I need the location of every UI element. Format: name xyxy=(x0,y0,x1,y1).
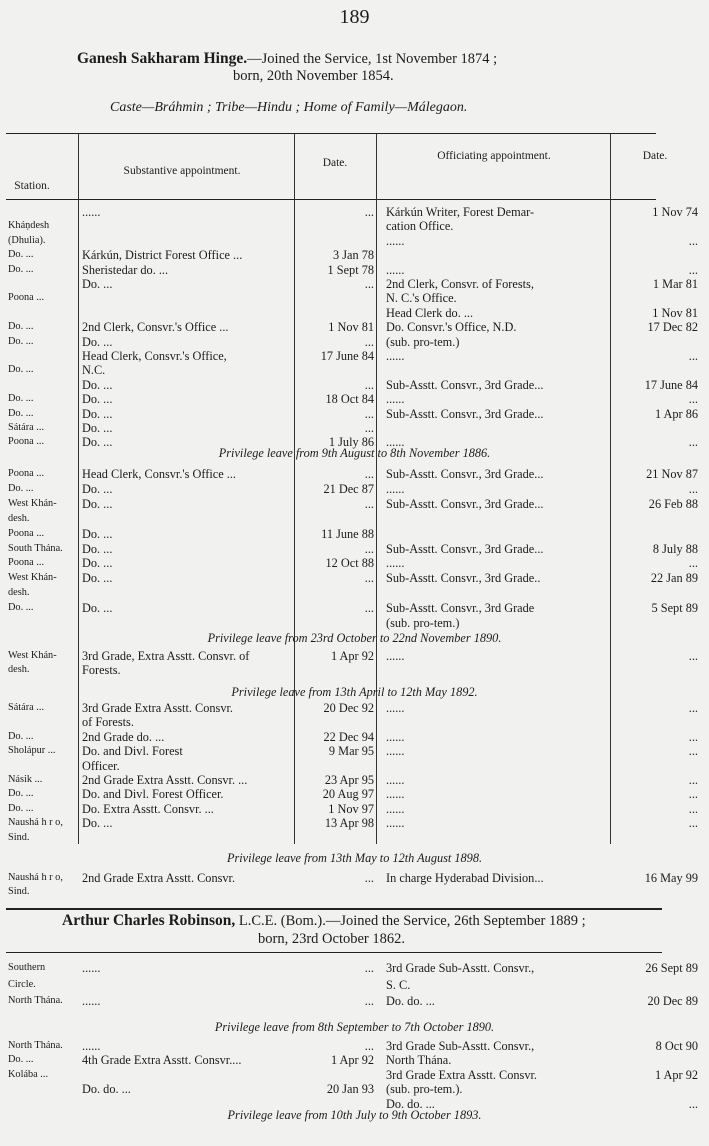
rows2-d1-cell: 21 Dec 87 xyxy=(323,481,374,496)
rows7-d1-cell: 1 Apr 92 xyxy=(330,1053,374,1068)
rows7-sub-cell: 4th Grade Extra Asstt. Consvr.... xyxy=(82,1054,242,1068)
leave-note-5: Privilege leave from 8th September to 7th October 1890. xyxy=(214,1020,495,1034)
rows-sub-cell: ...... xyxy=(82,206,101,219)
rows-d2-cell: 1 Apr 86 xyxy=(654,406,698,421)
rows4-st-cell: Do. ... xyxy=(8,788,34,800)
rows6-d1-cell: ... xyxy=(364,961,374,975)
rows-st-cell: Poona ... xyxy=(8,292,45,304)
rows-sub-cell: Do. ... xyxy=(82,436,113,450)
rows4-off-cell: ...... xyxy=(386,817,405,831)
rows2-d1-cell: 12 Oct 88 xyxy=(325,556,374,571)
rows2-d2-cell: 5 Sept 89 xyxy=(651,601,698,616)
rows-d2-cell: ... xyxy=(688,435,698,450)
rows2-off-cell: Sub-Asstt. Consvr., 3rd Grade... xyxy=(386,542,544,556)
rows4-off-cell: ...... xyxy=(386,802,405,816)
record1-joined: —Joined the Service, 1st November 1874 ; xyxy=(247,51,498,67)
rows-st-cell: Do. ... xyxy=(8,335,34,347)
rows-d1-cell: 1 Nov 81 xyxy=(328,320,374,335)
col-header-station: Station. xyxy=(14,180,50,192)
record1-born: born, 20th November 1854. xyxy=(233,68,394,84)
record2-born: born, 23rd October 1862. xyxy=(258,931,405,947)
rows2-d2-cell: 22 Jan 89 xyxy=(650,571,698,586)
header-top-rule xyxy=(6,133,656,134)
rows-off-cell: N. C.'s Office. xyxy=(386,292,457,306)
rows5-off-cell: In charge Hyderabad Division... xyxy=(386,872,544,885)
rows2-off-cell: ...... xyxy=(386,482,405,496)
rows2-d1-cell: ... xyxy=(364,541,374,556)
rows4-st-cell: Naushá h r o, xyxy=(8,817,63,829)
rows4-d1-cell: 22 Dec 94 xyxy=(323,729,374,744)
rows4-st-cell: Sholápur ... xyxy=(8,745,56,757)
rows4-d2-cell: ... xyxy=(688,729,698,744)
rows4-sub-cell: of Forests. xyxy=(82,716,134,730)
rows4-st-cell: Sind. xyxy=(8,831,30,843)
rows7-sub-cell: Do. do. ... xyxy=(82,1083,131,1097)
rows6-off-cell: Do. do. ... xyxy=(386,995,435,1008)
rows-off-cell: ...... xyxy=(386,350,405,363)
record1-heading xyxy=(77,50,497,68)
rows5-d1-cell: ... xyxy=(364,871,374,885)
rows-off-cell: (sub. pro-tem.) xyxy=(386,335,460,349)
rows7-off-cell: (sub. pro-tem.). xyxy=(386,1083,463,1097)
rows2-sub-cell: Do. ... xyxy=(82,557,113,571)
rows4-off-cell: ...... xyxy=(386,702,405,715)
rows6-st-cell: North Thána. xyxy=(8,995,63,1006)
rows-d2-cell: ... xyxy=(688,233,698,248)
rows7-d2-cell: ... xyxy=(688,1096,698,1111)
rows2-off-cell: ...... xyxy=(386,557,405,571)
rows2-st-cell: desh. xyxy=(8,512,30,524)
page-number: 189 xyxy=(339,6,370,28)
rows-off-cell: ...... xyxy=(386,393,405,407)
rows3-st-cell: desh. xyxy=(8,663,30,675)
rows-st-cell: Kháṇdesh xyxy=(8,220,50,232)
rows2-st-cell: South Thána. xyxy=(8,542,63,554)
rows2-off-cell: Sub-Asstt. Consvr., 3rd Grade... xyxy=(386,497,544,511)
rows6-off-cell: 3rd Grade Sub-Asstt. Consvr., xyxy=(386,962,535,975)
rows2-sub-cell: Head Clerk, Consvr.'s Office ... xyxy=(82,468,236,481)
rows2-off-cell: Sub-Asstt. Consvr., 3rd Grade.. xyxy=(386,572,541,586)
rows7-d1-cell: ... xyxy=(364,1039,374,1053)
rows-d1-cell: ... xyxy=(364,334,374,349)
rows-d1-cell: ... xyxy=(364,377,374,392)
rows2-d1-cell: ... xyxy=(364,467,374,481)
rows2-st-cell: West Khán- xyxy=(8,572,57,584)
rows4-d2-cell: ... xyxy=(688,816,698,831)
rows-st-cell: Sátára ... xyxy=(8,422,45,433)
rows-sub-cell: Kárkún, District Forest Office ... xyxy=(82,249,243,263)
rows6-sub-cell: ...... xyxy=(82,962,101,975)
rows5-st-cell: Naushá h r o, xyxy=(8,872,63,883)
rows7-off-cell: 3rd Grade Sub-Asstt. Consvr., xyxy=(386,1040,535,1053)
rows4-off-cell: ...... xyxy=(386,788,405,802)
rows-d2-cell: ... xyxy=(688,349,698,363)
record-separator xyxy=(6,908,662,910)
rows-sub-cell: Do. ... xyxy=(82,378,113,392)
rows5-sub-cell: 2nd Grade Extra Asstt. Consvr. xyxy=(82,872,236,885)
col-rule-4 xyxy=(610,134,611,844)
rows-d2-cell: 17 June 84 xyxy=(644,377,698,392)
record1-name: Ganesh Sakharam Hinge. xyxy=(77,50,248,67)
rows-d2-cell: 1 Mar 81 xyxy=(652,277,698,291)
rows3-sub-cell: Forests. xyxy=(82,663,121,677)
rows2-d1-cell: 11 June 88 xyxy=(321,526,374,541)
rows4-off-cell: ...... xyxy=(386,745,405,759)
rows7-d1-cell: 20 Jan 93 xyxy=(326,1082,374,1097)
rows-sub-cell: Do. ... xyxy=(82,422,113,435)
rows2-off-cell: Sub-Asstt. Consvr., 3rd Grade... xyxy=(386,468,544,481)
rows-sub-cell: Do. ... xyxy=(82,335,113,349)
leave-note-3: Privilege leave from 13th April to 12th May 1892. xyxy=(231,685,478,699)
rows4-d1-cell: 1 Nov 97 xyxy=(328,801,374,816)
rows4-st-cell: Do. ... xyxy=(8,730,34,742)
rows-sub-cell: Do. ... xyxy=(82,407,113,421)
rows-st-cell: Do. ... xyxy=(8,393,34,405)
rows-d2-cell: ... xyxy=(688,392,698,407)
rows-off-cell: ...... xyxy=(386,234,405,248)
rows7-st-cell: Kolába ... xyxy=(8,1068,49,1080)
rows2-sub-cell: Do. ... xyxy=(82,482,113,496)
rows-off-cell: ...... xyxy=(386,263,405,277)
rows7-off-cell: 3rd Grade Extra Asstt. Consvr. xyxy=(386,1068,537,1082)
col-header-officiating: Officiating appointment. xyxy=(437,150,551,162)
rows4-off-cell: ...... xyxy=(386,730,405,744)
rows2-d2-cell: 8 July 88 xyxy=(652,541,698,556)
rows-d1-cell: ... xyxy=(364,277,374,291)
rows7-d2-cell: 8 Oct 90 xyxy=(655,1039,698,1053)
rows-st-cell: Poona ... xyxy=(8,436,45,448)
rows5-st-cell: Sind. xyxy=(8,885,30,897)
rows4-sub-cell: Officer. xyxy=(82,759,120,773)
rows6-d1-cell: ... xyxy=(364,994,374,1008)
rows4-sub-cell: Do. Extra Asstt. Consvr. ... xyxy=(82,802,214,816)
rows-d1-cell: ... xyxy=(364,205,374,219)
leave-note-1: Privilege leave from 9th August to 8th November 1886. xyxy=(218,446,491,460)
rows2-off-cell: Sub-Asstt. Consvr., 3rd Grade xyxy=(386,602,535,616)
rows-off-cell: Head Clerk do. ... xyxy=(386,306,474,320)
rows2-d2-cell: ... xyxy=(688,481,698,496)
rows-st-cell: Do. ... xyxy=(8,364,34,376)
leave-note-4: Privilege leave from 13th May to 12th August 1898. xyxy=(226,851,483,865)
header-bottom-rule xyxy=(6,199,656,200)
rows4-d1-cell: 9 Mar 95 xyxy=(328,744,374,759)
record2-name: Arthur Charles Robinson, xyxy=(62,912,236,929)
rows-d2-cell: 1 Nov 81 xyxy=(652,305,698,320)
rows-st-cell: Do. ... xyxy=(8,249,34,261)
rows-off-cell: Sub-Asstt. Consvr., 3rd Grade... xyxy=(386,407,544,421)
rows4-sub-cell: Do. ... xyxy=(82,817,113,831)
rows3-d2-cell: ... xyxy=(688,649,698,663)
rows2-d2-cell: 21 Nov 87 xyxy=(646,467,698,481)
rows4-d1-cell: 13 Apr 98 xyxy=(324,816,374,831)
rows2-sub-cell: Do. ... xyxy=(82,542,113,556)
rows5-d2-cell: 16 May 99 xyxy=(644,871,698,885)
rows-st-cell: (Dhulia). xyxy=(8,234,46,246)
rows2-d1-cell: ... xyxy=(364,571,374,586)
record1-caste: Caste—Bráhmin ; Tribe—Hindu ; Home of Family—Málegaon. xyxy=(110,100,468,115)
leave-note-6: Privilege leave from 10th July to 9th October 1893. xyxy=(227,1108,482,1122)
rows4-sub-cell: 3rd Grade Extra Asstt. Consvr. xyxy=(82,702,233,715)
rows6-d2-cell: 20 Dec 89 xyxy=(647,994,698,1008)
rows-sub-cell: N.C. xyxy=(82,364,106,378)
rows4-d2-cell: ... xyxy=(688,801,698,816)
rows-sub-cell: Do. ... xyxy=(82,393,113,407)
record2-heading xyxy=(62,912,586,930)
rows-d1-cell: 17 June 84 xyxy=(320,349,374,363)
rows2-st-cell: Do. ... xyxy=(8,602,34,614)
rows2-st-cell: Poona ... xyxy=(8,468,45,479)
rows4-sub-cell: 2nd Grade do. ... xyxy=(82,730,165,744)
rows4-sub-cell: 2nd Grade Extra Asstt. Consvr. ... xyxy=(82,774,248,787)
rows-off-cell: Do. Consvr.'s Office, N.D. xyxy=(386,321,517,335)
rows-d1-cell: ... xyxy=(364,406,374,421)
rows2-st-cell: desh. xyxy=(8,587,30,599)
rows4-st-cell: Sátára ... xyxy=(8,702,45,713)
rows2-sub-cell: Do. ... xyxy=(82,527,113,541)
rows4-off-cell: ...... xyxy=(386,774,405,787)
rows2-sub-cell: Do. ... xyxy=(82,602,113,616)
rows7-d2-cell: 1 Apr 92 xyxy=(654,1067,698,1082)
rows-d2-cell: 17 Dec 82 xyxy=(647,320,698,335)
rows4-st-cell: Násik ... xyxy=(8,774,43,785)
record2-top-rule xyxy=(6,952,662,953)
rows7-st-cell: Do. ... xyxy=(8,1054,34,1066)
rows2-st-cell: Do. ... xyxy=(8,482,34,494)
rows4-d2-cell: ... xyxy=(688,773,698,787)
record2-joined: —Joined the Service, 26th September 1889 ; xyxy=(325,913,586,929)
rows-d2-cell: 1 Nov 74 xyxy=(652,205,698,219)
rows4-d2-cell: ... xyxy=(688,701,698,715)
rows4-sub-cell: Do. and Divl. Forest xyxy=(82,745,183,759)
rows-off-cell: Sub-Asstt. Consvr., 3rd Grade... xyxy=(386,378,544,392)
rows-d1-cell: 18 Oct 84 xyxy=(325,392,374,407)
rows3-d1-cell: 1 Apr 92 xyxy=(330,649,374,663)
rows6-off-cell: S. C. xyxy=(386,978,411,992)
col-rule-3 xyxy=(376,134,377,844)
col-header-substantive: Substantive appointment. xyxy=(123,165,241,177)
rows-d1-cell: 3 Jan 78 xyxy=(333,248,374,263)
col-header-date2: Date. xyxy=(642,150,668,162)
rows2-sub-cell: Do. ... xyxy=(82,497,113,511)
rows-d1-cell: 1 July 86 xyxy=(328,435,374,450)
rows-st-cell: Do. ... xyxy=(8,407,34,419)
rows2-st-cell: Poona ... xyxy=(8,527,45,539)
rows6-sub-cell: ...... xyxy=(82,995,101,1008)
rows7-st-cell: North Thána. xyxy=(8,1040,63,1051)
rows2-d1-cell: ... xyxy=(364,601,374,616)
rows-off-cell: cation Office. xyxy=(386,220,454,234)
rows-sub-cell: 2nd Clerk, Consvr.'s Office ... xyxy=(82,321,229,335)
rows2-sub-cell: Do. ... xyxy=(82,572,113,586)
rows-sub-cell: Head Clerk, Consvr.'s Office, xyxy=(82,350,227,363)
rows7-off-cell: North Thána. xyxy=(386,1054,452,1068)
rows4-d1-cell: 23 Apr 95 xyxy=(324,773,374,787)
rows2-d2-cell: 26 Feb 88 xyxy=(648,496,698,511)
rows6-st-cell: Southern xyxy=(8,962,46,973)
rows-d2-cell: ... xyxy=(688,262,698,277)
col-header-date: Date. xyxy=(322,157,348,169)
rows-st-cell: Do. ... xyxy=(8,263,34,275)
rows-d1-cell: 1 Sept 78 xyxy=(327,262,374,277)
col-rule-2 xyxy=(294,134,295,844)
rows6-d2-cell: 26 Sept 89 xyxy=(645,961,698,975)
rows4-d2-cell: ... xyxy=(688,787,698,802)
rows-off-cell: 2nd Clerk, Consvr. of Forests, xyxy=(386,278,534,291)
rows-d1-cell: ... xyxy=(364,421,374,435)
rows2-st-cell: West Khán- xyxy=(8,497,57,509)
rows-st-cell: Do. ... xyxy=(8,321,34,333)
rows4-d2-cell: ... xyxy=(688,744,698,759)
rows4-st-cell: Do. ... xyxy=(8,802,34,814)
rows3-sub-cell: 3rd Grade, Extra Asstt. Consvr. of xyxy=(82,650,250,663)
rows6-st-cell: Circle. xyxy=(8,978,36,990)
rows4-d1-cell: 20 Dec 92 xyxy=(323,701,374,715)
rows4-d1-cell: 20 Aug 97 xyxy=(322,787,374,802)
rows2-off-cell: (sub. pro-tem.) xyxy=(386,617,460,630)
rows-sub-cell: Do. ... xyxy=(82,278,113,291)
rows-off-cell: ...... xyxy=(386,436,405,450)
col-rule-1 xyxy=(78,134,79,844)
rows3-off-cell: ...... xyxy=(386,650,405,663)
rows-sub-cell: Sheristedar do. ... xyxy=(82,263,169,277)
rows4-sub-cell: Do. and Divl. Forest Officer. xyxy=(82,788,224,802)
rows7-sub-cell: ...... xyxy=(82,1040,101,1053)
leave-note-2: Privilege leave from 23rd October to 22nd November 1890. xyxy=(207,631,502,645)
rows3-st-cell: West Khán- xyxy=(8,650,57,661)
record2-qual: L.C.E. (Bom.). xyxy=(238,913,326,929)
rows2-d2-cell: ... xyxy=(688,556,698,571)
rows2-st-cell: Poona ... xyxy=(8,557,45,569)
rows2-d1-cell: ... xyxy=(364,496,374,511)
rows7-off-cell: Do. do. ... xyxy=(386,1097,435,1111)
rows-off-cell: Kárkún Writer, Forest Demar- xyxy=(386,206,535,219)
